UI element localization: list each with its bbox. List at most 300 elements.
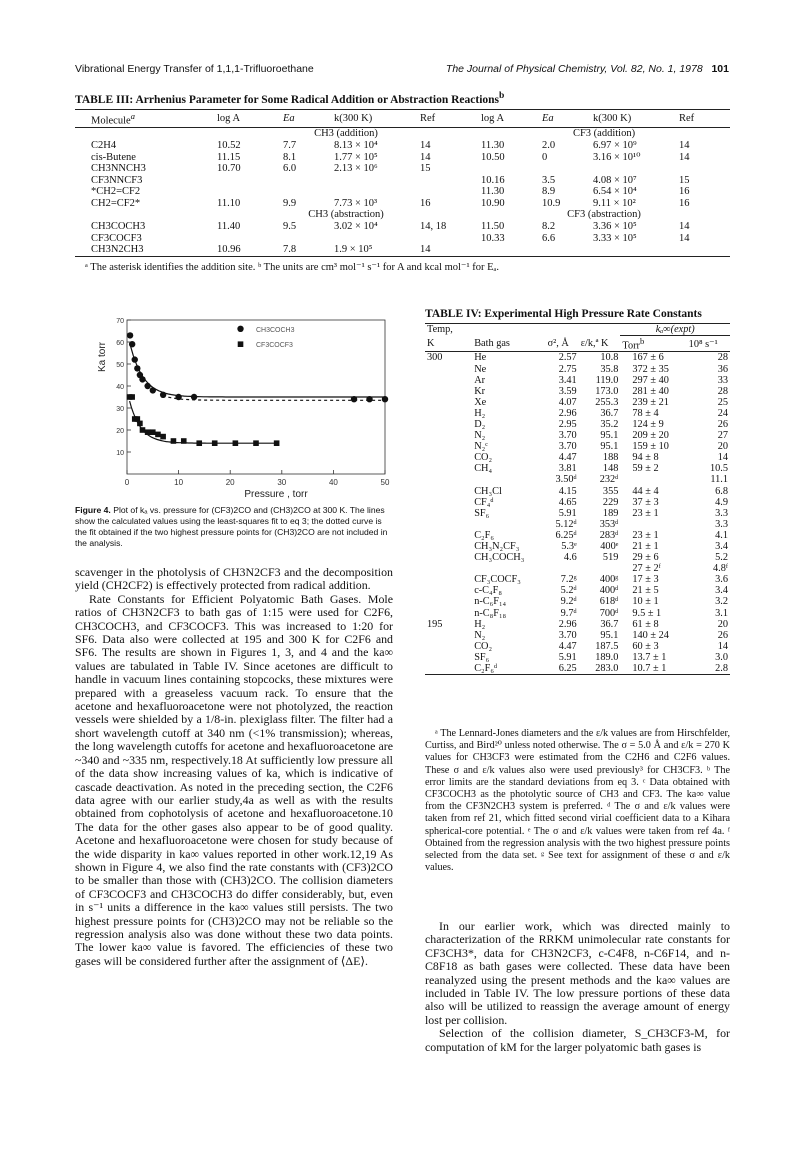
table-row xyxy=(425,663,730,675)
table-cell: 27 ± 2ᶠ xyxy=(632,563,661,575)
table-cell: 24 xyxy=(717,407,728,419)
table-cell: 2.13 × 10⁶ xyxy=(334,163,378,175)
table-row xyxy=(425,641,730,652)
data-point-square xyxy=(171,438,177,444)
data-point-square xyxy=(145,429,151,435)
table-row xyxy=(75,152,730,164)
table-cell xyxy=(331,186,417,198)
table-cell: 95.1 xyxy=(600,430,619,442)
table-cell: CH3N2CH3 xyxy=(91,244,144,256)
table-cell xyxy=(280,233,331,245)
table-cell: 9.5 ± 1 xyxy=(632,607,662,619)
table-cell: 283ᵈ xyxy=(599,529,619,541)
table-cell: 119.0 xyxy=(595,374,619,386)
table-3-grid xyxy=(75,109,730,257)
table-row xyxy=(425,497,730,508)
x-tick-label: 50 xyxy=(380,478,390,487)
table-cell xyxy=(425,463,464,474)
section-row-abstraction xyxy=(75,209,730,221)
table-cell xyxy=(280,175,331,187)
table-cell: 7.2ᵍ xyxy=(560,574,577,586)
table-cell: 188 xyxy=(602,452,619,464)
table-cell: 281 ± 40 xyxy=(632,385,669,397)
legend-label: CH3COCH3 xyxy=(256,326,295,334)
table-cell: 14 xyxy=(717,640,728,652)
table-cell xyxy=(417,186,478,198)
table-cell: *CH2=CF2 xyxy=(91,186,141,198)
data-point-circle xyxy=(175,394,181,400)
table-cell: 20 xyxy=(717,618,728,630)
table-cell: CH₃COCH₃ xyxy=(474,552,525,564)
table-cell: 3.81 xyxy=(558,463,577,475)
table-cell: 5.12ᵈ xyxy=(555,518,577,530)
table-cell: 353ᵈ xyxy=(599,518,619,530)
table-cell: 25 xyxy=(717,396,728,408)
x-tick-label: 10 xyxy=(174,478,184,487)
x-axis-label: Pressure , torr xyxy=(244,489,308,500)
table-cell: 10.33 xyxy=(481,232,505,244)
table-cell xyxy=(425,641,464,652)
table-row xyxy=(425,574,730,585)
table-cell xyxy=(676,244,730,256)
page-number: 101 xyxy=(711,63,729,75)
table-cell: 10.7 ± 1 xyxy=(632,663,667,675)
table-cell: 4.1 xyxy=(715,529,728,541)
table-cell: 10.8 xyxy=(600,352,619,364)
table-row xyxy=(425,397,730,408)
table-cell xyxy=(425,497,464,508)
section-label: CH3 (addition) xyxy=(314,128,378,140)
table-cell: 59 ± 2 xyxy=(632,463,659,475)
col-bath-gas: Bath gas xyxy=(464,336,545,352)
table-cell: 2.75 xyxy=(558,363,577,375)
table-cell: 372 ± 35 xyxy=(632,363,669,375)
table-cell: 1.77 × 10⁵ xyxy=(334,151,378,163)
table-4-grid xyxy=(425,323,730,675)
data-point-circle xyxy=(132,356,138,362)
table-cell: 28 xyxy=(717,352,728,364)
table-row xyxy=(425,508,730,519)
section-label: CF3 (addition) xyxy=(572,128,636,140)
paragraph-rate-constants: Rate Constants for Efficient Polyatomic Bath Gases. Mole ratios of CH3N2CF3 to bath gas of 1:15 were used for C2F6, CH3COCH3, and CF3COCF3. This was increased to 1:20 for SF6. Data also were collected at 195 and 300 K for C2F6 and SF6. The results are shown in Figures 1, 3, and 4 and the ka∞ values are tabulated in Table IV. Since acetones are difficult to handle in vacuum lines containing stopcocks, these mixtures were prepared with a greaseless vacuum rack. To ensure that the acetone and hexafluoroacetone were not photolyzed, the reaction vessels were shielded by a 1/8-in. plexiglass filter. The filter had a short wavelength cutoff at 340 nm (<1% transmission); whereas, the long wavelength cutoffs for acetone and hexafluoroacetone are ~340 and ~335 nm, respectively.18 At sufficiently low pressure all of the data show increasing values of ka, which is indicative of cascade deactivation. As noted in the preceding section, the C2F6 data agree with our earlier study,4a as well as with the results obtained from cophotolysis of acetone and hexafluoroacetone.10 The data for the other gases also appear to be of good quality. Acetone and hexafluoroacetone were chosen for study because of the wide disparity in ka∞ values reported in other work.12,19 As shown in Figure 4, we also find the rate constants with (CF3)2CO to be smaller than those with (CH3)2CO. The collision diameters of CF3COCF3 and CH3COCH3 do differ considerably, but, even in s⁻¹ units a difference in the ka∞ values still persists. The two highest pressure points for (CH3)2CO may not be reliable so the regression analysis also was done without these two data points. The lower ka∞ value is favored. The efficiencies of these two gases will be considered further after the assignment of ⟨ΔE⟩. xyxy=(75,591,393,968)
table-cell: 35.8 xyxy=(600,363,619,375)
table-cell xyxy=(546,563,579,574)
x-tick-label: 0 xyxy=(124,478,130,487)
col-ref-2: Ref xyxy=(676,109,730,128)
table-4-header-row-1 xyxy=(425,324,730,336)
table-row xyxy=(425,386,730,397)
table-cell: 400ᵍ xyxy=(599,574,619,586)
col-ka-group: kₐ∞(expt) xyxy=(620,324,730,336)
table-cell: 8.2 xyxy=(542,221,556,233)
data-point-square xyxy=(212,440,218,446)
table-cell: 9.5 xyxy=(283,221,297,233)
table-cell: 9.11 × 10² xyxy=(593,197,636,209)
table-cell: 14 xyxy=(717,452,728,464)
table-cell: 10.90 xyxy=(481,197,505,209)
table-cell xyxy=(425,452,464,463)
data-point-square xyxy=(233,440,239,446)
table-cell: 60 ± 3 xyxy=(632,640,659,652)
table-row xyxy=(425,530,730,541)
table-cell: 255.3 xyxy=(595,396,619,408)
table-row xyxy=(75,221,730,233)
table-cell: 124 ± 9 xyxy=(632,418,664,430)
table-cell xyxy=(425,519,464,530)
table-cell: 6.6 xyxy=(542,232,556,244)
table-cell: 10.9 xyxy=(542,197,561,209)
table-row xyxy=(425,519,730,530)
table-cell: c-C₄F₈ xyxy=(474,585,502,597)
table-cell: 6.97 × 10⁹ xyxy=(593,139,637,151)
table-cell: 61 ± 8 xyxy=(632,618,659,630)
table-cell: 17 ± 3 xyxy=(632,574,659,586)
table-cell: 173.0 xyxy=(595,385,619,397)
table-cell: 23 ± 1 xyxy=(632,529,659,541)
table-cell: 4.07 xyxy=(558,396,577,408)
table-cell: 229 xyxy=(602,496,619,508)
table-3-body xyxy=(75,128,730,257)
table-row xyxy=(75,233,730,245)
table-cell: 4.47 xyxy=(558,452,577,464)
table-cell: 4.6 xyxy=(563,552,577,564)
data-point-circle xyxy=(144,383,150,389)
table-cell: 10.52 xyxy=(217,139,241,151)
table-row xyxy=(425,541,730,552)
data-point-square xyxy=(129,394,135,400)
table-cell: 2.96 xyxy=(558,407,577,419)
col-temp-unit: K xyxy=(425,336,464,352)
table-cell: 148 xyxy=(602,463,619,475)
table-cell: 9.9 xyxy=(283,197,297,209)
table-cell: 44 ± 4 xyxy=(632,485,659,497)
table-cell xyxy=(464,474,545,485)
table-cell: 5.2 xyxy=(715,552,728,564)
table-cell xyxy=(280,186,331,198)
table-cell: 11.10 xyxy=(217,197,241,209)
table-cell xyxy=(425,419,464,430)
table-cell: 29 ± 6 xyxy=(632,552,659,564)
y-tick-label: 60 xyxy=(116,340,124,347)
data-point-square xyxy=(274,440,280,446)
table-cell: 21 ± 5 xyxy=(632,585,659,597)
table-cell: 400ᵉ xyxy=(600,541,619,553)
table-cell: 167 ± 6 xyxy=(632,352,664,364)
table-4-footnotes xyxy=(425,728,730,874)
table-row xyxy=(75,140,730,152)
table-cell xyxy=(214,233,280,245)
x-tick-label: 30 xyxy=(277,478,287,487)
data-point-circle xyxy=(160,392,166,398)
legend-label: CF3COCF3 xyxy=(256,342,293,350)
figure-4-caption: Figure 4. Plot of kₐ vs. pressure for (CF3)2CO and (CH3)2CO at 300 K. The lines show the calculated values using the least-squares fit to eq 3; the dotted curve is the fit obtained if the two highest pressure points for (CH3)2CO are not included in the analysis. xyxy=(75,505,388,548)
table-cell: 14 xyxy=(679,232,690,244)
table-cell xyxy=(425,441,464,452)
col-ea-1: Ea xyxy=(280,109,331,128)
table-cell: 95.1 xyxy=(600,441,619,453)
table-cell xyxy=(425,574,464,585)
fit-line-cf3cocf3 xyxy=(130,401,277,443)
table-cell: 209 ± 20 xyxy=(632,430,669,442)
table-cell: 5.3ᵉ xyxy=(561,541,577,553)
table-cell: 2.96 xyxy=(558,618,577,630)
table-cell: 1.9 × 10⁵ xyxy=(334,244,373,256)
col-molecule: Molecule$^a$ xyxy=(75,109,214,128)
table-cell: 3.70 xyxy=(558,430,577,442)
table-cell xyxy=(579,563,621,574)
table-row xyxy=(425,608,730,619)
table-cell xyxy=(539,244,590,256)
table-cell: 7.7 xyxy=(283,139,297,151)
table-3-header-row xyxy=(75,109,730,128)
table-cell: 95.1 xyxy=(600,629,619,641)
data-point-square xyxy=(140,427,146,433)
data-point-circle xyxy=(150,387,156,393)
table-cell: 3.70 xyxy=(558,629,577,641)
table-cell: 27 xyxy=(717,430,728,442)
table-cell: 3.1 xyxy=(715,607,728,619)
table-cell: D₂ xyxy=(474,418,486,430)
table-cell: 10.70 xyxy=(217,163,241,175)
left-column-text xyxy=(75,566,393,968)
table-cell: 5.91 xyxy=(558,507,577,519)
table-cell: 10.5 xyxy=(709,463,728,475)
table-cell xyxy=(464,563,545,574)
col-temp: Temp, xyxy=(427,324,453,336)
table-row xyxy=(425,630,730,641)
table-cell xyxy=(539,163,590,175)
table-cell: H₂ xyxy=(474,618,486,630)
table-cell: 20 xyxy=(717,441,728,453)
table-cell xyxy=(425,596,464,607)
table-cell: 33 xyxy=(717,374,728,386)
table-cell: 3.6 xyxy=(715,574,728,586)
col-ea-2: Ea xyxy=(539,109,590,128)
running-header-journal xyxy=(446,63,729,75)
figure-4 xyxy=(75,312,395,502)
table-cell: 26 xyxy=(717,418,728,430)
table-cell: 6.25 xyxy=(558,663,577,675)
y-axis-label: Ka torr xyxy=(97,341,108,373)
y-tick-label: 70 xyxy=(116,318,124,325)
col-loga-2: log A xyxy=(478,109,539,128)
paragraph-continuation: scavenger in the photolysis of CH3N2CF3 and the decomposition yield (CH2CF2) is effectively protected from radical addition. xyxy=(75,565,393,593)
col-k300-1: k(300 K) xyxy=(331,109,417,128)
data-point-circle xyxy=(366,396,372,402)
y-tick-label: 40 xyxy=(116,384,124,391)
data-point-circle xyxy=(127,332,133,338)
y-tick-label: 50 xyxy=(116,362,124,369)
table-cell: 6.25ᵈ xyxy=(555,529,577,541)
col-per-second: 10⁸ s⁻¹ xyxy=(687,336,730,352)
table-cell xyxy=(620,474,686,485)
table-cell xyxy=(620,519,686,530)
table-cell: 36.7 xyxy=(600,407,619,419)
table-cell: 3.16 × 10¹⁰ xyxy=(593,151,641,163)
table-cell: 4.65 xyxy=(558,496,577,508)
table-3 xyxy=(75,90,730,273)
table-cell: 2.95 xyxy=(558,418,577,430)
table-row xyxy=(425,441,730,452)
legend-marker-circle xyxy=(237,326,243,332)
table-cell: CO₂ xyxy=(474,640,493,652)
table-cell: 14 xyxy=(679,151,690,163)
table-cell xyxy=(214,186,280,198)
table-cell xyxy=(425,364,464,375)
table-cell xyxy=(425,552,464,563)
table-cell: 5.2ᵈ xyxy=(560,585,577,597)
table-cell xyxy=(464,519,545,530)
paragraph-collision-diameter: Selection of the collision diameter, S_CH3CF3-M, for computation of kM for the larger polyatomic bath gases is xyxy=(425,1026,730,1054)
table-cell: Ar xyxy=(474,374,486,386)
table-cell: SF₆ xyxy=(474,507,490,519)
col-loga-1: log A xyxy=(214,109,280,128)
table-cell: 3.4 xyxy=(715,541,728,553)
table-row xyxy=(75,163,730,175)
col-ref-1: Ref xyxy=(417,109,478,128)
table-row xyxy=(425,430,730,441)
table-cell: N₂ xyxy=(474,430,486,442)
table-cell: 239 ± 21 xyxy=(632,396,669,408)
table-4-body xyxy=(425,352,730,675)
table-cell: 9.2ᵈ xyxy=(560,596,577,608)
right-column-text xyxy=(425,920,730,1054)
data-point-circle xyxy=(382,396,388,402)
x-tick-label: 20 xyxy=(225,478,235,487)
table-cell: 6.8 xyxy=(715,485,728,497)
table-cell: He xyxy=(474,352,487,364)
table-cell: 28 xyxy=(717,385,728,397)
table-cell: cis-Butene xyxy=(91,151,136,163)
table-cell: CO₂ xyxy=(474,452,493,464)
paragraph-earlier-work: In our earlier work, which was directed mainly to characterization of the RRKM unimolecular rate constants for CF3CH3*, data for CH3N2CF3, c-C4F8, n-C6F14, and n-C8F18 as bath gases were collected. These data have been reanalyzed using the present methods and the ka∞ values are included in Table IV. The low pressure portions of these data also will be utilized to reassign the average amount of energy lost per collision. xyxy=(425,919,730,1027)
table-cell: Xe xyxy=(474,396,487,408)
table-row xyxy=(425,552,730,563)
table-cell: 21 ± 1 xyxy=(632,541,659,553)
table-cell: 6.0 xyxy=(283,163,297,175)
table-cell: 187.5 xyxy=(595,640,619,652)
col-torr: Torr$^b$ xyxy=(620,336,686,352)
table-cell: 3.59 xyxy=(558,385,577,397)
table-cell: 11.50 xyxy=(481,221,505,233)
table-cell: 8.13 × 10⁴ xyxy=(334,139,378,151)
table-cell: 297 ± 40 xyxy=(632,374,669,386)
table-cell xyxy=(214,175,280,187)
table-cell: 232ᵈ xyxy=(599,474,619,486)
table-cell: H₂ xyxy=(474,407,486,419)
col-sigma: σ², Å xyxy=(546,336,579,352)
table-row xyxy=(425,619,730,630)
table-cell: 355 xyxy=(602,485,619,497)
table-row xyxy=(425,596,730,607)
table-cell: 26 xyxy=(717,629,728,641)
table-cell: C₂F₆ᵈ xyxy=(474,663,498,675)
table-cell: 159 ± 10 xyxy=(632,441,669,453)
table-cell: 4.47 xyxy=(558,640,577,652)
data-point-circle xyxy=(351,396,357,402)
table-row xyxy=(425,652,730,663)
table-cell: 4.8ᶠ xyxy=(712,563,728,575)
table-cell: n-C₈F₁₈ xyxy=(474,607,507,619)
table-cell: 3.4 xyxy=(715,585,728,597)
table-3-caption: TABLE III: Arrhenius Parameter for Some Radical Addition or Abstraction Reactions$^b$ xyxy=(75,90,505,106)
table-cell: 3.2 xyxy=(715,596,728,608)
table-row xyxy=(425,463,730,474)
table-cell: 189.0 xyxy=(595,651,619,663)
table-row xyxy=(425,486,730,497)
table-cell xyxy=(425,608,464,619)
table-cell: 400ᵈ xyxy=(599,585,619,597)
table-cell: 8.1 xyxy=(283,151,297,163)
table-cell: 14 xyxy=(679,221,690,233)
table-cell: 11.30 xyxy=(481,186,505,198)
section-label: CF3 (abstraction) xyxy=(567,209,641,221)
table-cell: 4.9 xyxy=(715,496,728,508)
table-cell: 16 xyxy=(420,197,431,209)
table-cell: 3.3 xyxy=(715,507,728,519)
table-row xyxy=(75,244,730,256)
table-4-header-row-2 xyxy=(425,336,730,352)
table-cell: 15 xyxy=(679,174,690,186)
table-cell: 3.33 × 10⁵ xyxy=(593,232,637,244)
table-cell: 3.41 xyxy=(558,374,577,386)
data-point-square xyxy=(181,438,187,444)
table-cell xyxy=(425,397,464,408)
table-cell: 700ᵈ xyxy=(599,607,619,619)
table-cell xyxy=(425,386,464,397)
col-k300-2: k(300 K) xyxy=(590,109,676,128)
table-cell: 3.5 xyxy=(542,174,556,186)
table-row xyxy=(425,408,730,419)
table-cell: 3.50ᵈ xyxy=(555,474,577,486)
table-cell xyxy=(425,541,464,552)
table-cell xyxy=(417,233,478,245)
table-cell xyxy=(331,175,417,187)
table-cell: 2.8 xyxy=(715,663,728,675)
table-cell: CF3COCF3 xyxy=(91,232,142,244)
y-tick-label: 20 xyxy=(116,428,124,435)
table-cell: 283.0 xyxy=(595,663,619,675)
table-cell xyxy=(331,233,417,245)
table-cell: 8.9 xyxy=(542,186,556,198)
table-cell xyxy=(417,175,478,187)
table-row xyxy=(425,452,730,463)
table-cell xyxy=(676,163,730,175)
table-cell: 618ᵈ xyxy=(599,596,619,608)
table-cell: N₂ᶜ xyxy=(474,441,488,453)
data-point-circle xyxy=(139,376,145,382)
figure-4-chart xyxy=(75,312,395,502)
table-cell xyxy=(425,530,464,541)
table-cell: 37 ± 3 xyxy=(632,496,659,508)
table-cell: 78 ± 4 xyxy=(632,407,659,419)
table-cell: 11.30 xyxy=(481,139,505,151)
table-cell: 3.70 xyxy=(558,441,577,453)
table-cell xyxy=(425,663,464,675)
legend-marker-square xyxy=(238,341,244,347)
table-cell: 7.73 × 10³ xyxy=(334,197,378,209)
table-row xyxy=(425,352,730,364)
table-cell: SF₆ xyxy=(474,651,490,663)
table-cell: 2.0 xyxy=(542,139,556,151)
table-cell: 13.7 ± 1 xyxy=(632,651,667,663)
table-cell: CH2=CF2* xyxy=(91,197,141,209)
table-cell: CH₃N₂CF₃ xyxy=(474,541,520,553)
journal-citation: The Journal of Physical Chemistry, Vol. 82, No. 1, 1978 xyxy=(445,63,703,75)
table-cell: CH3COCH3 xyxy=(91,221,146,233)
table-cell: 5.91 xyxy=(558,651,577,663)
table-cell: 35.2 xyxy=(600,418,619,430)
